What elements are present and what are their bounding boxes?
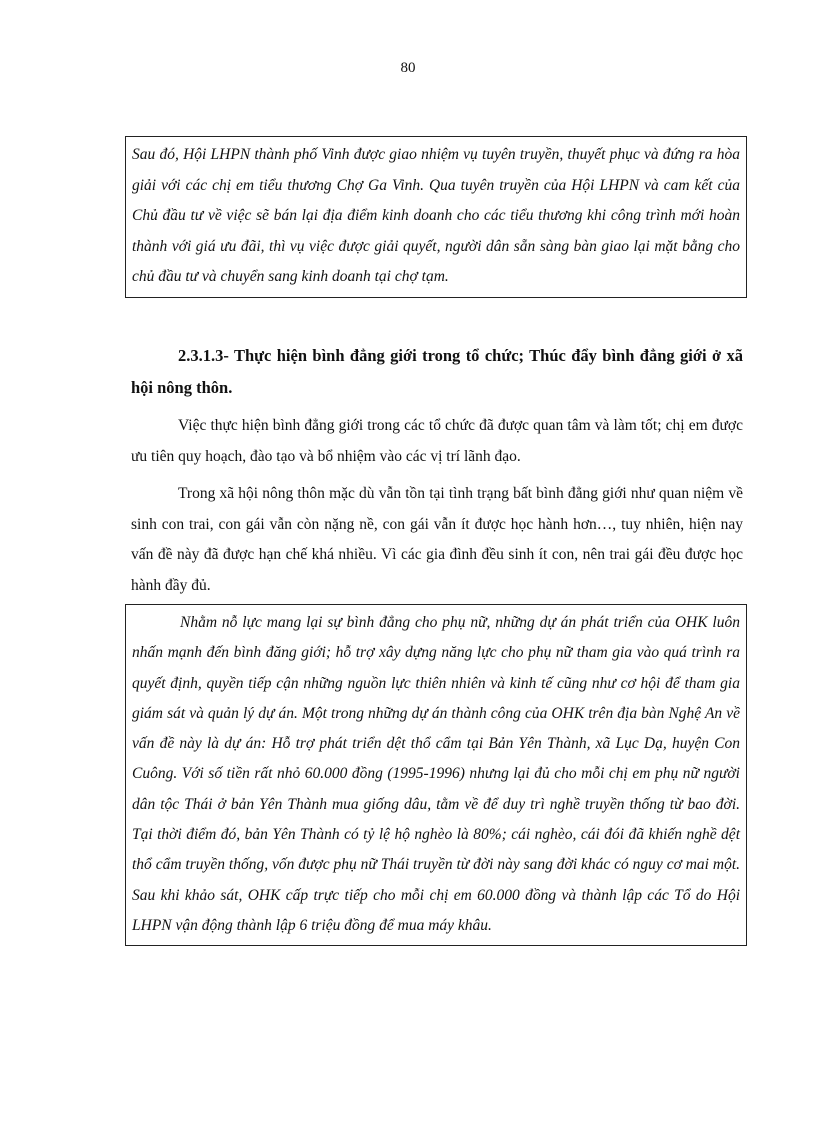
section-heading: 2.3.1.3- Thực hiện bình đẳng giới trong tổ chức; Thúc đẩy bình đẳng giới ở xã hội nông thôn.: [131, 346, 743, 397]
boxed-note-text: Sau đó, Hội LHPN thành phố Vinh được giao nhiệm vụ tuyên truyền, thuyết phục và đứng ra hòa giải với các chị em tiểu thương Chợ Ga Vinh. Qua tuyên truyền của Hội LHPN và cam kết của Chủ đầu tư về việc sẽ bán lại địa điểm kinh doanh cho các tiểu thương khi công trình mới hoàn thành với giá ưu đãi, thì vụ việc được giải quyết, người dân sẵn sàng bàn giao lại mặt bằng cho chủ đầu tư và chuyển sang kinh doanh tại chợ tạm.: [132, 146, 740, 285]
body-paragraph-2: Trong xã hội nông thôn mặc dù vẫn tồn tại tình trạng bất bình đẳng giới như quan niệm về sinh con trai, con gái vẫn còn nặng nề, con gái vẫn ít được học hành hơn…, tuy nhiên, hiện nay vấn đề này đã được hạn chế khá nhiều. Vì các gia đình đều sinh ít con, nên trai gái đều được học hành đầy đủ.: [131, 485, 743, 594]
body-paragraph-1: Việc thực hiện bình đẳng giới trong các tổ chức đã được quan tâm và làm tốt; chị em được ưu tiên quy hoạch, đào tạo và bổ nhiệm vào các vị trí lãnh đạo.: [131, 417, 743, 465]
boxed-note-ohk-project: [125, 604, 747, 946]
boxed-note-text: Nhằm nỗ lực mang lại sự bình đẳng cho phụ nữ, những dự án phát triển của OHK luôn nhấn mạnh đến bình đăng giới; hỗ trợ xây dựng năng lực cho phụ nữ tham gia vào quá trình ra quyết định, quyền tiếp cận những nguồn lực thiên nhiên và kinh tế cũng như cơ hội để tham gia giám sát và quản lý dự án. Một trong những dự án thành công của OHK trên địa bàn Nghệ An về vấn đề này là dự án: Hỗ trợ phát triển dệt thổ cẩm tại Bản Yên Thành, xã Lục Dạ, huyện Con Cuông. Với số tiền rất nhỏ 60.000 đồng (1995-1996) nhưng lại đủ cho mỗi chị em phụ nữ người dân tộc Thái ở bản Yên Thành mua giống dâu, tằm về để duy trì nghề truyền thống từ bao đời. Tại thời điểm đó, bản Yên Thành có tỷ lệ hộ nghèo là 80%; cái nghèo, cái đói đã khiến nghề dệt thổ cẩm truyền thống, vốn được phụ nữ Thái truyền từ đời này sang đời khác có nguy cơ mai một. Sau khi khảo sát, OHK cấp trực tiếp cho mỗi chị em 60.000 đồng và thành lập các Tổ do Hội LHPN vận động thành lập 6 triệu đồng để mua máy khâu.: [132, 614, 740, 934]
boxed-note-chợ-ga-vinh: [125, 136, 747, 298]
page-number: 80: [400, 60, 416, 76]
